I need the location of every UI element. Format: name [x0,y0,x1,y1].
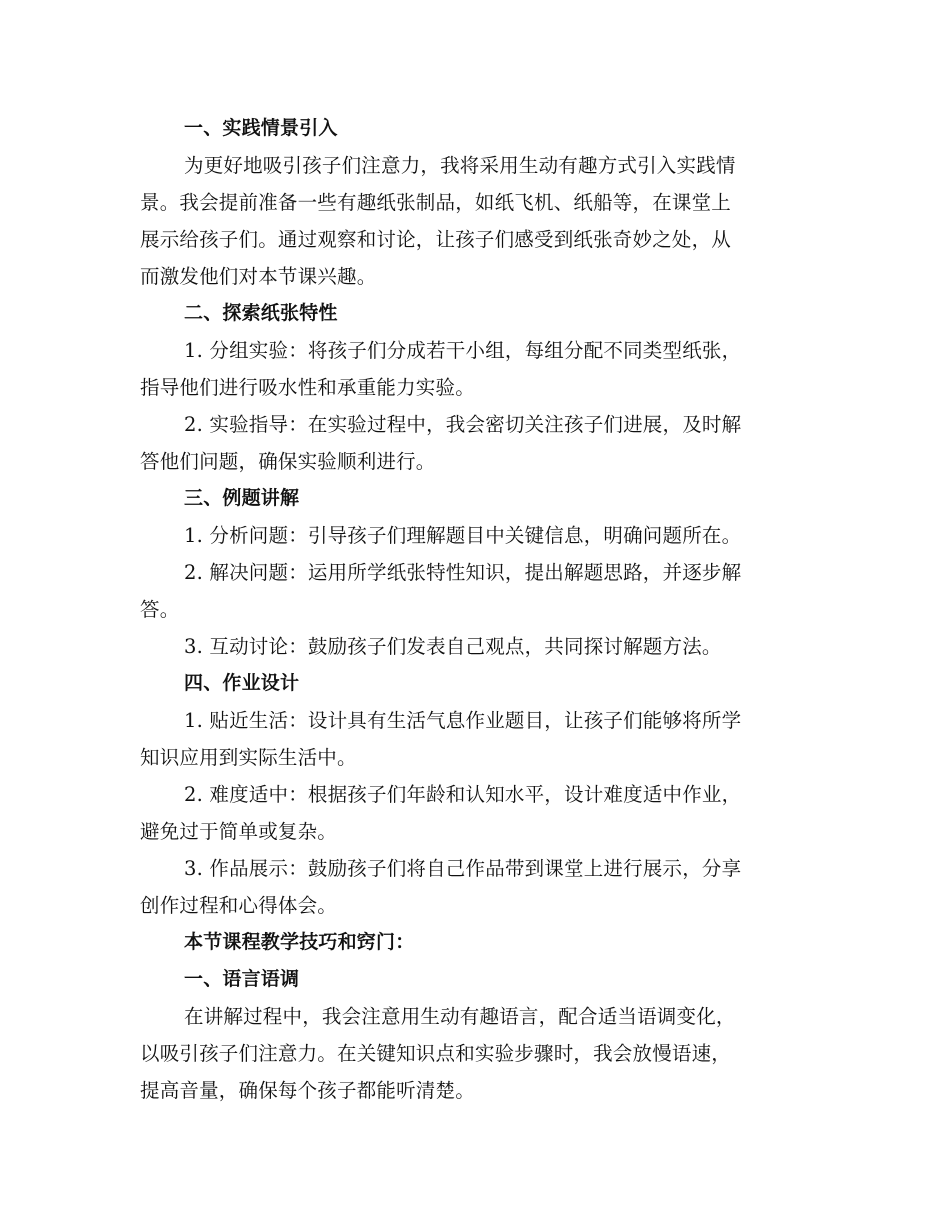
paragraph-line: 在讲解过程中，我会注意用生动有趣语言，配合适当语调变化， [184,1005,736,1028]
section-heading: 二、探索纸张特性 [184,302,338,324]
list-item-line: 避免过于简单或复杂。 [140,820,338,843]
list-item-line: 指导他们进行吸水性和承重能力实验。 [140,376,475,399]
list-item-line: 知识应用到实际生活中。 [140,746,357,769]
list-item-line: 创作过程和心得体会。 [140,894,338,917]
section-heading: 四、作业设计 [184,672,300,694]
list-item-line: 1. 贴近生活：设计具有生活气息作业题目，让孩子们能够将所学 [184,709,742,732]
section-heading: 一、实践情景引入 [184,117,338,139]
section-heading: 三、例题讲解 [184,487,300,509]
list-item-line: 1. 分析问题：引导孩子们理解题目中关键信息，明确问题所在。 [184,524,742,547]
list-item-line: 2. 实验指导：在实验过程中，我会密切关注孩子们进展，及时解 [184,413,742,436]
document-page [140,110,810,1109]
list-item-line: 1. 分组实验：将孩子们分成若干小组，每组分配不同类型纸张， [184,339,742,362]
paragraph-line: 以吸引孩子们注意力。在关键知识点和实验步骤时，我会放慢语速， [140,1042,732,1065]
paragraph-line: 景。我会提前准备一些有趣纸张制品，如纸飞机、纸船等，在课堂上 [140,191,732,214]
list-item-line: 3. 互动讨论：鼓励孩子们发表自己观点，共同探讨解题方法。 [184,635,722,658]
paragraph-line: 提高音量，确保每个孩子都能听清楚。 [140,1079,475,1102]
paragraph-line: 而激发他们对本节课兴趣。 [140,265,377,288]
paragraph-line: 展示给孩子们。通过观察和讨论，让孩子们感受到纸张奇妙之处，从 [140,228,732,251]
list-item-line: 答他们问题，确保实验顺利进行。 [140,450,436,473]
list-item-line: 3. 作品展示：鼓励孩子们将自己作品带到课堂上进行展示，分享 [184,857,742,880]
section-heading: 一、语言语调 [184,968,300,990]
paragraph-line: 为更好地吸引孩子们注意力，我将采用生动有趣方式引入实践情 [184,154,736,177]
list-item-line: 2. 解决问题：运用所学纸张特性知识，提出解题思路，并逐步解 [184,561,742,584]
list-item-line: 2. 难度适中：根据孩子们年龄和认知水平，设计难度适中作业， [184,783,742,806]
section-heading: 本节课程教学技巧和窍门： [184,931,415,953]
list-item-line: 答。 [140,598,180,621]
